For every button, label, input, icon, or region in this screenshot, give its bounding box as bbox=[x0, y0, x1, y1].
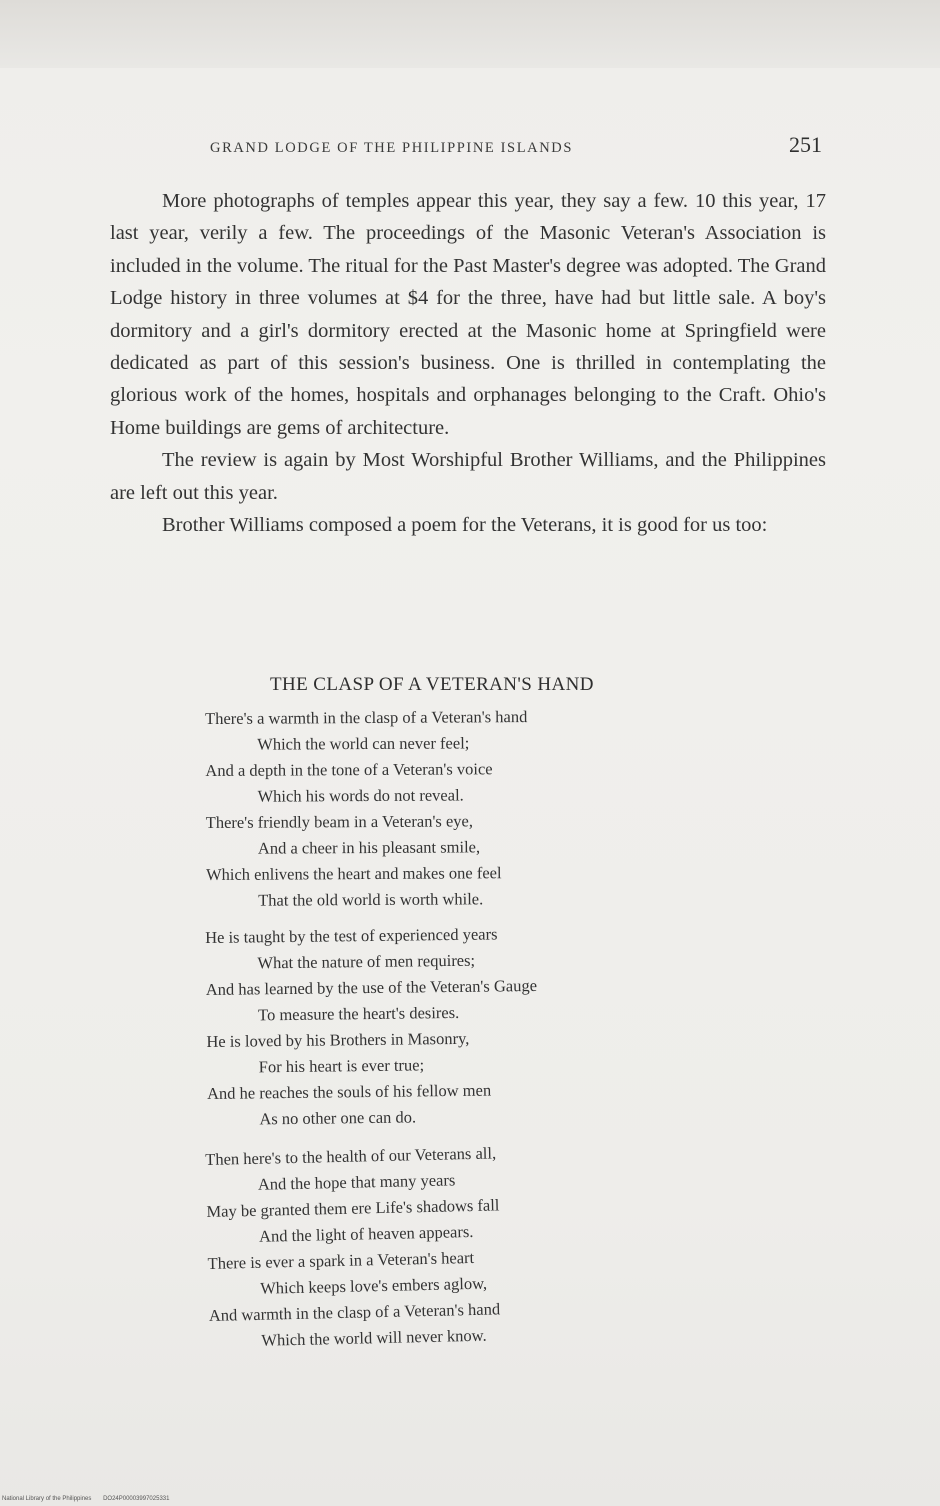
scan-shadow-band bbox=[0, 0, 940, 68]
poem-line: He is loved by his Brothers in Masonry, bbox=[206, 1028, 470, 1051]
poem-line: Then here's to the health of our Veterans all, bbox=[205, 1143, 497, 1169]
poem-line: What the nature of men requires; bbox=[257, 950, 476, 973]
poem-stanza-2 bbox=[205, 921, 539, 1133]
poem-line: For his heart is ever true; bbox=[258, 1055, 425, 1077]
library-credit: National Library of the Philippines bbox=[2, 1496, 92, 1502]
poem-line: Which keeps love's embers aglow, bbox=[260, 1273, 488, 1298]
poem-line: Which his words do not reveal. bbox=[257, 785, 464, 806]
poem-line: And he reaches the souls of his fellow men bbox=[206, 1080, 492, 1103]
poem-line: And a cheer in his pleasant smile, bbox=[257, 837, 481, 858]
poem-line: And the hope that many years bbox=[257, 1170, 456, 1194]
poem-line: There is ever a spark in a Veteran's heart bbox=[207, 1247, 475, 1273]
poem-line: That the old world is worth while. bbox=[258, 889, 484, 910]
poem-line: May be granted them ere Life's shadows fall bbox=[206, 1195, 500, 1221]
footer-credit bbox=[2, 1496, 169, 1502]
poem-line: And warmth in the clasp of a Veteran's hand bbox=[208, 1299, 501, 1325]
running-head bbox=[110, 130, 826, 170]
poem-stanza-3 bbox=[205, 1140, 503, 1355]
poem-line: And the light of heaven appears. bbox=[258, 1221, 474, 1246]
scan-code: DO24P00003997025331 bbox=[103, 1496, 170, 1502]
poem-line: To measure the heart's desires. bbox=[257, 1002, 460, 1025]
poem-line: There's friendly beam in a Veteran's eye, bbox=[205, 811, 474, 832]
poem-line: And has learned by the use of the Veteran's Gauge bbox=[205, 975, 538, 999]
paragraph-temples: More photographs of temples appear this year, they say a few. 10 this year, 17 last year, verily a few. The proceedings of the Masonic Veteran's Association is included in the volume. The ritual for the Past Master's degree was adopted. The Grand Lodge history in three volumes at $4 for the three, have had but little sale. A boy's dormitory and a girl's dormitory erected at the Masonic home at Springfield were dedicated as part of this session's business. One is thrilled in contemplating the glorious work of the homes, hospitals and orphanages belonging to the Craft. Ohio's Home buildings are gems of architecture. bbox=[110, 190, 826, 439]
poem-line: Which enlivens the heart and makes one feel bbox=[205, 863, 502, 884]
body-text bbox=[110, 185, 826, 541]
poem-line: He is taught by the test of experienced years bbox=[205, 924, 498, 947]
paragraph-review: The review is again by Most Worshipful Brother Williams, and the Philippines are left out this year. bbox=[110, 449, 826, 504]
poem-line: Which the world can never feel; bbox=[257, 733, 470, 754]
poem-stanza-1 bbox=[205, 704, 528, 914]
poem-line: And a depth in the tone of a Veteran's voice bbox=[205, 759, 493, 780]
page-number: 251 bbox=[789, 132, 822, 157]
running-title: GRAND LODGE OF THE PHILIPPINE ISLANDS bbox=[210, 140, 574, 156]
poem-line: There's a warmth in the clasp of a Veteran's hand bbox=[205, 707, 528, 728]
poem-line: As no other one can do. bbox=[259, 1107, 417, 1129]
poem-line: Which the world will never know. bbox=[261, 1325, 487, 1350]
paragraph-poem-intro: Brother Williams composed a poem for the Veterans, it is good for us too: bbox=[162, 514, 768, 537]
poem-title: THE CLASP OF A VETERAN'S HAND bbox=[270, 674, 594, 695]
